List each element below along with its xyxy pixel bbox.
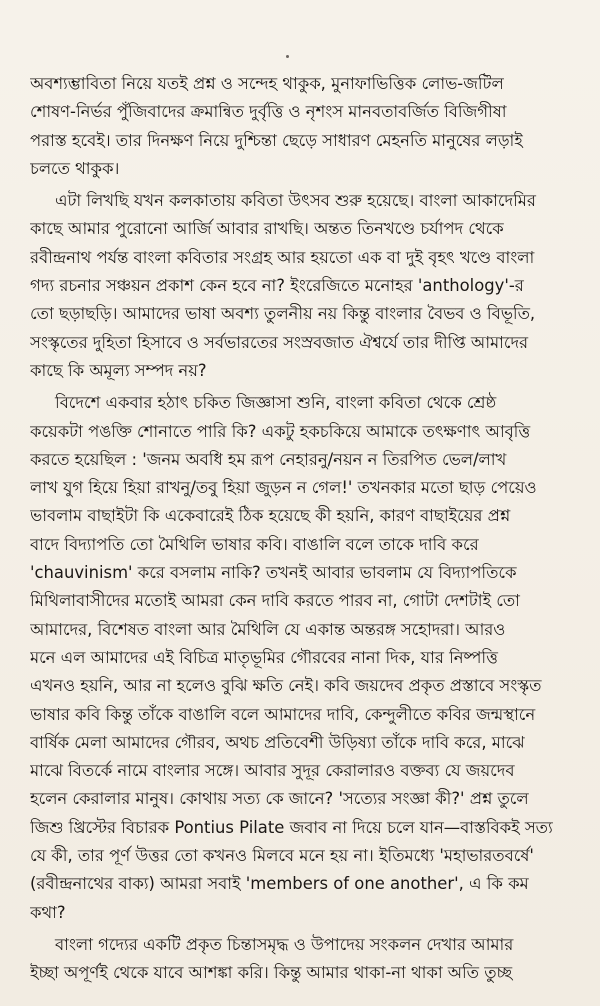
paragraph-2 xyxy=(30,187,578,385)
text-line: ভাষার কবি কিন্তু তাঁকে বাঙালি বলে আমাদের দাবি, কেন্দুলীতে কবির জন্মস্থানে xyxy=(30,704,536,724)
body-text xyxy=(30,70,578,992)
text-line: বিদেশে একবার হঠাৎ চকিত জিজ্ঞাসা শুনি, বাংলা কবিতা থেকে শ্রেষ্ঠ xyxy=(55,393,497,413)
text-line: গদ্য রচনার সঞ্চয়ন প্রকাশ কেন হবে না? ইংরেজিতে মনোহর 'anthology'-র xyxy=(30,276,524,296)
text-line: সংস্কৃতের দুহিতা হিসাবে ও সর্বভারতের সংস্রবজাত ঐশ্বর্যে তার দীপ্তি আমাদের xyxy=(30,332,529,352)
text-line: অবশ্যম্ভাবিতা নিয়ে যতই প্রশ্ন ও সন্দেহ থাকুক, মুনাফাভিত্তিক লোভ-জটিল xyxy=(30,74,504,93)
text-line: রবীন্দ্রনাথ পর্যন্ত বাংলা কবিতার সংগ্রহ আর হয়তো এক বা দুই বৃহৎ খণ্ডে বাংলা xyxy=(30,247,535,267)
text-line: এটা লিখছি যখন কলকাতায় কবিতা উৎসব শুরু হয়েছে। বাংলা আকাদেমির xyxy=(55,191,536,211)
paragraph-3 xyxy=(30,389,578,927)
text-line: চলতে থাকুক। xyxy=(30,158,120,178)
text-line: ইচ্ছা অপূর্ণই থেকে যাবে আশঙ্কা করি। কিন্তু আমার থাকা-না থাকা অতি তুচ্ছ xyxy=(30,963,513,983)
page-mark xyxy=(286,55,289,58)
text-line: ভাবলাম বাছাইটা কি একেবারেই ঠিক হয়েছে কী হয়নি, কারণ বাছাইয়ের প্রশ্ন xyxy=(30,506,511,526)
text-line: আমাদের, বিশেষত বাংলা আর মৈথিলি যে একান্ত অন্তরঙ্গ সহোদরা। আরও xyxy=(30,619,506,639)
text-line: লাখ যুগ হিয়ে হিয়া রাখনু/তবু হিয়া জুড়ন ন গেল!' তখনকার মতো ছাড় পেয়েও xyxy=(30,478,537,498)
text-line: মাঝে বিতর্কে নামে বাংলার সঙ্গে। আবার সুদূর কেরালারও বক্তব্য যে জয়দেব xyxy=(30,761,515,781)
text-line: বার্ষিক মেলা আমাদের গৌরব, অথচ প্রতিবেশী উড়িষ্যা তাঁকে দাবি করে, মাঝে xyxy=(30,732,525,752)
text-line: মনে এল আমাদের এই বিচিত্র মাতৃভূমির গৌরবের নানা দিক, যার নিষ্পত্তি xyxy=(30,647,498,667)
text-line: তো ছড়াছড়ি। আমাদের ভাষা অবশ্য তুলনীয় নয় কিন্তু বাংলার বৈভব ও বিভূতি, xyxy=(30,304,536,324)
text-line: কাছে আমার পুরোনো আর্জি আবার রাখছি। অন্তত তিনখণ্ডে চর্যাপদ থেকে xyxy=(30,219,504,239)
text-line: হলেন কেরালার মানুষ। কোথায় সত্য কে জানে? 'সত্যের সংজ্ঞা কী?' প্রশ্ন তুলে xyxy=(30,789,529,809)
text-line: বাংলা গদ্যের একটি প্রকৃত চিন্তাসমৃদ্ধ ও উপাদেয় সংকলন দেখার আমার xyxy=(55,934,514,954)
text-line: যে কী, তার পূর্ণ উত্তর তো কখনও মিলবে মনে হয় না। ইতিমধ্যে 'মহাভারতবর্ষে' xyxy=(30,846,534,866)
text-line: 'chauvinism' করে বসলাম নাকি? তখনই আবার ভাবলাম যে বিদ্যাপতিকে xyxy=(30,563,517,583)
text-line: জিশু খ্রিস্টের বিচারক Pontius Pilate জবাব না দিয়ে চলে যান—বাস্তবিকই সত্য xyxy=(30,817,553,837)
text-line: কাছে কি অমূল্য সম্পদ নয়? xyxy=(30,360,207,380)
text-line: কয়েকটা পঙক্তি শোনাতে পারি কি? একটু হকচকিয়ে আমাকে তৎক্ষণাৎ আবৃত্তি xyxy=(30,421,531,441)
text-line: মিথিলাবাসীদের মতোই আমরা কেন দাবি করতে পারব না, গোটা দেশটাই তো xyxy=(30,591,520,611)
text-line: বাদে বিদ্যাপতি তো মৈথিলি ভাষার কবি। বাঙালি বলে তাকে দাবি করে xyxy=(30,534,479,554)
paragraph-4 xyxy=(30,931,578,988)
text-line: কথা? xyxy=(30,902,66,922)
text-line: পরাস্ত হবেই। তার দিনক্ষণ নিয়ে দুশ্চিন্তা ছেড়ে সাধারণ মেহনতি মানুষের লড়াই xyxy=(30,130,523,150)
paragraph-1 xyxy=(30,70,578,183)
text-line: শোষণ-নির্ভর পুঁজিবাদের ক্রমান্বিত দুর্বৃত্তি ও নৃশংস মানবতাবর্জিত বিজিগীষা xyxy=(30,102,507,122)
text-line: করতে হয়েছিল : 'জনম অবধি হম রূপ নেহারনু/নয়ন ন তিরপিত ভেল/লাখ xyxy=(30,449,507,469)
text-line: (রবীন্দ্রনাথের বাক্য) আমরা সবাই 'members of one another', এ কি কম xyxy=(30,874,529,894)
text-line: এখনও হয়নি, আর না হলেও বুঝি ক্ষতি নেই। কবি জয়দেব প্রকৃত প্রস্তাবে সংস্কৃত xyxy=(30,676,542,696)
